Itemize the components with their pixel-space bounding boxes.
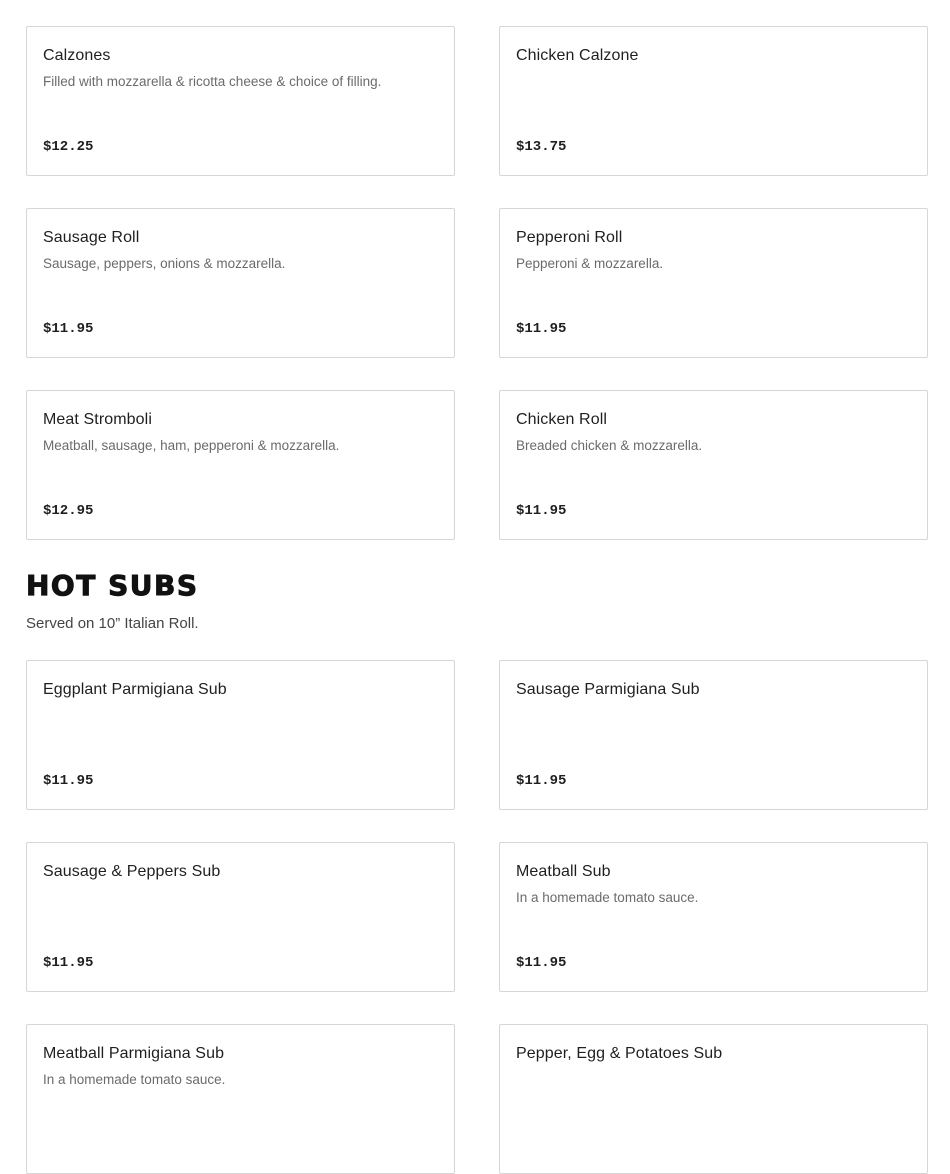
menu-item-name: Chicken Roll — [516, 411, 608, 428]
menu-item-card[interactable] — [26, 208, 455, 358]
menu-item-card[interactable] — [26, 842, 455, 992]
menu-item-name: Eggplant Parmigiana Sub — [43, 681, 227, 698]
menu-item-price: $11.95 — [43, 955, 94, 971]
menu-item-name: Sausage Parmigiana Sub — [516, 681, 700, 698]
menu-item-card[interactable] — [26, 660, 455, 810]
menu-item-name: Sausage Roll — [43, 229, 140, 246]
section-subtitle: Served on 10” Italian Roll. — [26, 615, 199, 632]
menu-item-name: Meatball Sub — [516, 863, 611, 880]
menu-item-name: Pepper, Egg & Potatoes Sub — [516, 1045, 723, 1062]
menu-item-price: $11.95 — [516, 321, 567, 337]
menu-item-price: $11.95 — [516, 955, 567, 971]
menu-item-card[interactable] — [499, 390, 928, 540]
menu-grid-hot-subs — [26, 660, 928, 1174]
menu-item-price: $11.95 — [516, 503, 567, 519]
menu-item-description: In a homemade tomato sauce. — [43, 1072, 226, 1087]
menu-item-name: Meatball Parmigiana Sub — [43, 1045, 225, 1062]
menu-item-price: $13.75 — [516, 139, 567, 155]
menu-item-description: Breaded chicken & mozzarella. — [516, 438, 703, 453]
menu-item-name: Meat Stromboli — [43, 411, 152, 428]
menu-grid-rolls — [26, 26, 928, 540]
menu-item-price: $11.95 — [43, 773, 94, 789]
menu-item-description: Pepperoni & mozzarella. — [516, 256, 664, 271]
menu-item-description: Meatball, sausage, ham, pepperoni & mozzarella. — [43, 438, 340, 453]
menu-item-card[interactable] — [499, 1024, 928, 1174]
menu-item-card[interactable] — [499, 842, 928, 992]
menu-item-price: $11.95 — [43, 321, 94, 337]
menu-item-price: $12.95 — [43, 503, 94, 519]
menu-item-description: Filled with mozzarella & ricotta cheese & choice of filling. — [43, 74, 382, 89]
menu-item-name: Chicken Calzone — [516, 47, 639, 64]
menu-item-card[interactable] — [499, 660, 928, 810]
menu-item-description: In a homemade tomato sauce. — [516, 890, 699, 905]
menu-item-name: Pepperoni Roll — [516, 229, 623, 246]
section-title-hot-subs: HOT SUBS — [26, 569, 199, 602]
menu-item-card[interactable] — [26, 1024, 455, 1174]
menu-item-price: $12.25 — [43, 139, 94, 155]
menu-item-card[interactable] — [499, 208, 928, 358]
menu-item-card[interactable] — [499, 26, 928, 176]
menu-item-card[interactable] — [26, 390, 455, 540]
menu-item-description: Sausage, peppers, onions & mozzarella. — [43, 256, 286, 271]
menu-item-name: Calzones — [43, 47, 111, 64]
menu-item-name: Sausage & Peppers Sub — [43, 863, 221, 880]
menu-item-price: $11.95 — [516, 773, 567, 789]
menu-item-card[interactable] — [26, 26, 455, 176]
